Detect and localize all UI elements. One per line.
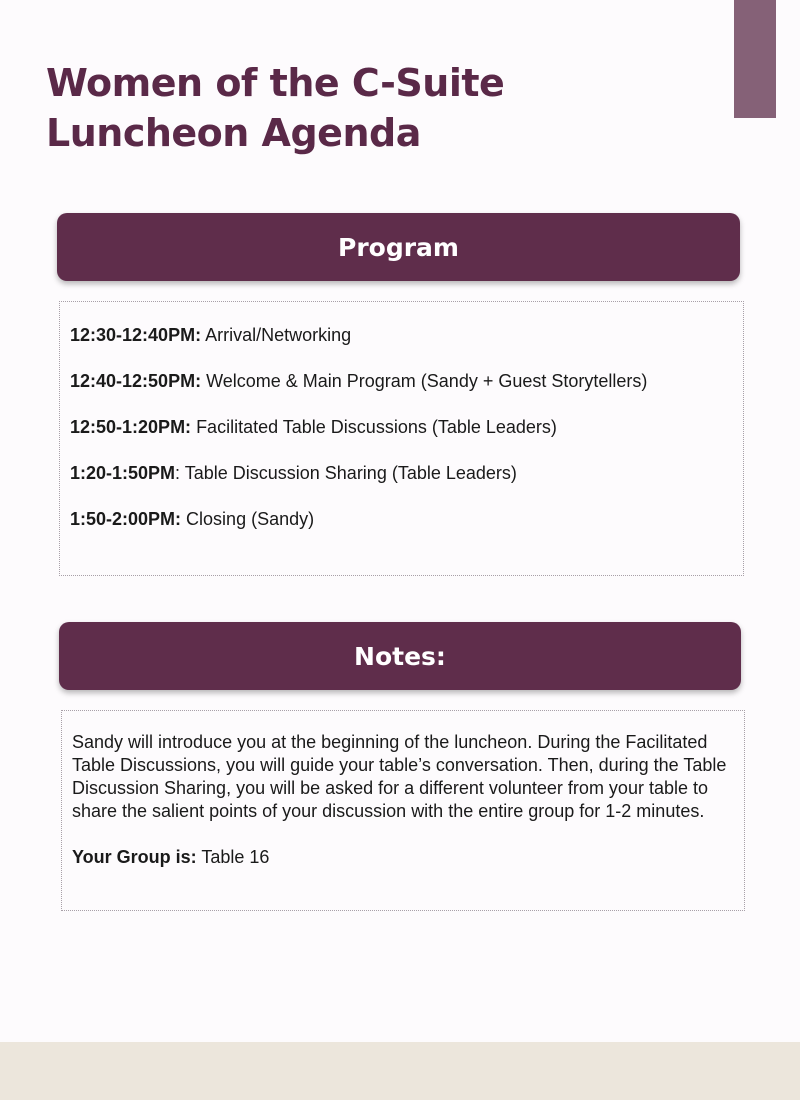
program-header-label: Program [338, 232, 459, 262]
notes-header-label: Notes: [354, 641, 446, 671]
page-title [46, 58, 686, 158]
accent-bar [734, 0, 776, 118]
page-title-line-1: Women of the C-Suite [46, 61, 505, 105]
agenda-item [70, 370, 733, 393]
agenda-item [70, 462, 733, 485]
agenda-desc: : Table Discussion Sharing (Table Leaders) [175, 463, 517, 483]
notes-box [61, 710, 745, 911]
group-assignment [72, 846, 734, 869]
agenda-desc: Welcome & Main Program (Sandy + Guest Storytellers) [201, 371, 648, 391]
agenda-time: 1:20-1:50PM [70, 463, 176, 483]
agenda-item [70, 324, 733, 347]
agenda-item [70, 416, 733, 439]
program-header [57, 213, 740, 281]
notes-body: Sandy will introduce you at the beginning of the luncheon. During the Facilitated Table Discussions, you will guide your table’s conversation. Then, during the Table Discussion Sharing, you will be asked for a different volunteer from your table to share the salient points of your discussion with the entire group for 1-2 minutes. [72, 732, 727, 821]
agenda-desc: Closing (Sandy) [181, 509, 315, 529]
footer-band [0, 1042, 800, 1100]
agenda-desc: Facilitated Table Discussions (Table Leaders) [191, 417, 557, 437]
agenda-item [70, 508, 733, 531]
agenda-time: 12:40-12:50PM: [70, 371, 202, 391]
agenda-desc: Arrival/Networking [201, 325, 352, 345]
agenda-time: 12:30-12:40PM: [70, 325, 202, 345]
notes-header [59, 622, 741, 690]
page-title-line-2: Luncheon Agenda [46, 111, 421, 155]
group-label: Your Group is: [72, 847, 197, 867]
group-value: Table 16 [196, 847, 270, 867]
program-box [59, 301, 744, 576]
agenda-time: 12:50-1:20PM: [70, 417, 192, 437]
agenda-time: 1:50-2:00PM: [70, 509, 182, 529]
